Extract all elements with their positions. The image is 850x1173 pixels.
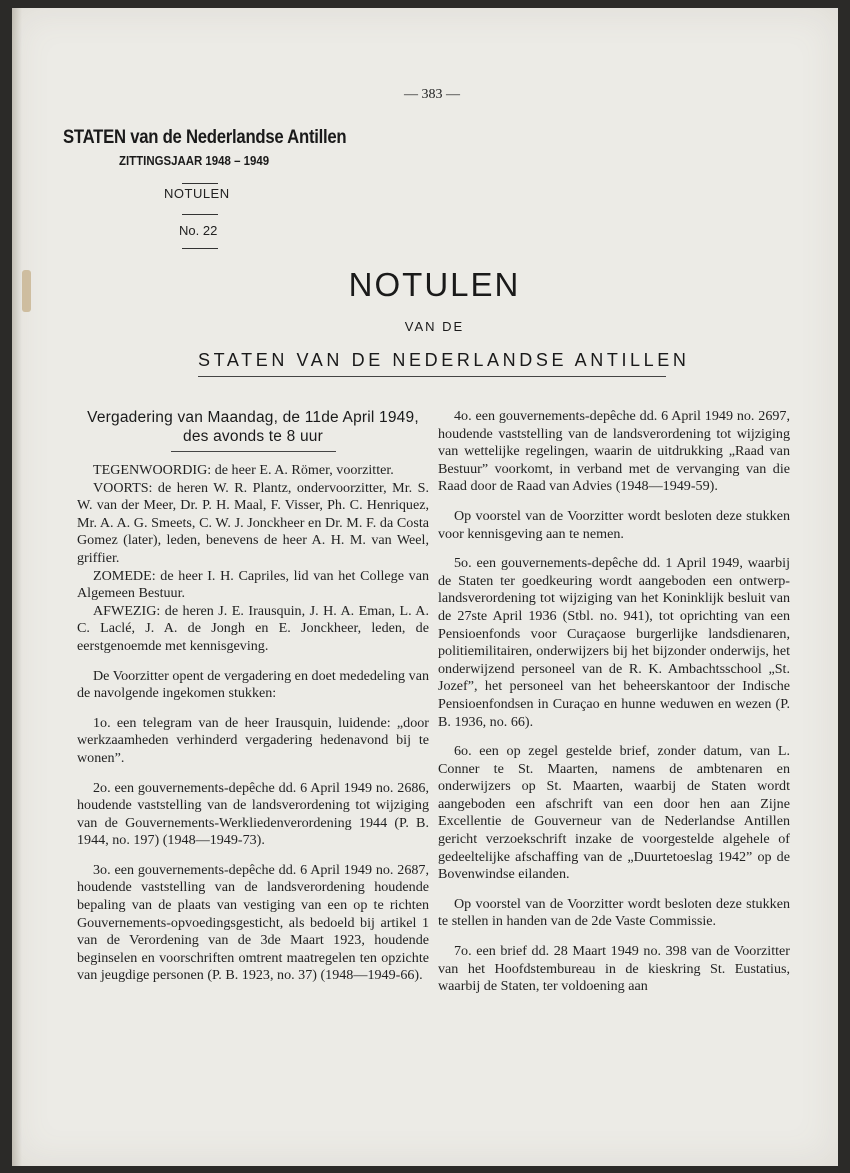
attendance-present: TEGENWOORDIG: de heer E. A. Römer, voorzitter. [93, 462, 394, 478]
list-item: 1o. een telegram van de heer Irausquin, luidende: „door werkzaamheden verhinderd vergadering hedenavond bij te wonen”. [77, 714, 429, 766]
list-item: 6o. een op zegel gestelde brief, zonder datum, van L. Conner te St. Maarten, namens de ambtenaren en onderwijzers op St. Maarten, waarbij de Staten wordt aangeboden een afschrift van een door hen aan Zijne Excellentie de Gouverneur van de Nederlandse Antillen gericht verzoekschrift inzake de voorgestelde algehele of gedeeltelijke afschaffing van de „Duurtetoeslag 1942” op de Bovenwindse eilanden. [438, 743, 790, 883]
title-underline [198, 376, 666, 377]
divider [182, 248, 218, 249]
meeting-heading: Vergadering van Maandag, de 11de April 1949, des avonds te 8 uur [87, 409, 419, 445]
list-item: 2o. een gouvernements-depêche dd. 6 April 1949 no. 2686, houdende vaststelling van de landsverordening tot wijziging van de Gouvernements-Werkliedenverordening 1944 (P. B. 1944, no. 197) (1948—1949-73). [77, 779, 429, 849]
right-column [438, 408, 790, 996]
attendance-also: VOORTS: de heren W. R. Plantz, ondervoorzitter, Mr. S. W. van der Meer, Dr. P. H. Maal, F. Visser, Ph. C. Henriquez, Mr. A. A. G. Smeets, C. W. J. Jonckheer en Dr. M. F. da Costa Gomez (later), leden, benevens de heer A. H. M. van Weel, griffier. [77, 479, 429, 566]
heading-underline [171, 451, 336, 452]
list-item: 3o. een gouvernements-depêche dd. 6 April 1949 no. 2687, houdende vaststelling van de landsverordening houdende bepaling van de plaats van vestiging van een op te richten Gouvernements-opvoedingsgesticht, als bedoeld bij artikel 1 van de Verordening van de 3de Maart 1923, houdende beginselen en voorschriften omtrent maatregelen ten opzichte van jeugdige personen (P. B. 1923, no. 37) (1948—1949-66). [77, 861, 429, 984]
paragraph: Op voorstel van de Voorzitter wordt besloten deze stukken te stellen in handen van de 2de Vaste Commissie. [438, 895, 790, 930]
document-header [63, 127, 385, 168]
paragraph: Op voorstel van de Voorzitter wordt besloten deze stukken voor kennisgeving aan te nemen. [438, 507, 790, 542]
paper-stain [22, 270, 31, 312]
attendance-furthermore: ZOMEDE: de heer I. H. Capriles, lid van het College van Algemeen Bestuur. [77, 567, 429, 602]
issue-number: No. 22 [179, 223, 218, 238]
left-column [77, 408, 429, 985]
session-year: ZITTINGSJAAR 1948 – 1949 [119, 153, 270, 168]
binding-shadow [12, 8, 22, 1166]
list-item: 5o. een gouvernements-depêche dd. 1 April 1949, waarbij de Staten ter goedkeuring wordt aangeboden een ontwerp-landsverordening tot wijziging van het Koninklijk besluit van de 27ste April 1936 (Stbl. no. 941), tot oprichting van een Pensioenfonds voor Curaçaose burgerlijke landsdienaren, politiemilitairen, onderwijzers bij het bijzonder onderwijs, het onderwijzend personeel van de R. K. Ambachtsschool „St. Jozef”, het personeel van het beheerskantoor der Indische Pensioenfondsen in Curaçao en hunne weduwen en wezen (P. B. 1936, no. 66). [438, 555, 790, 730]
main-title: NOTULEN [348, 266, 521, 303]
organization-title: STATEN VAN DE NEDERLANDSE ANTILLEN [198, 350, 690, 370]
document-page [12, 8, 838, 1166]
page-number: — 383 — [404, 87, 460, 102]
divider [182, 214, 218, 215]
attendance-absent: AFWEZIG: de heren J. E. Irausquin, J. H. A. Eman, L. A. C. Laclé, J. A. de Jongh en E. Jonckheer, leden, de eerstgenoemde met kennisgeving. [77, 602, 429, 654]
divider [182, 183, 218, 184]
sub-title: VAN DE [404, 319, 465, 334]
list-item: 7o. een brief dd. 28 Maart 1949 no. 398 van de Voorzitter van het Hoofdstembureau in de kieskring St. Eustatius, waarbij de Staten, ter voldoening aan [438, 943, 790, 995]
doc-type-label: NOTULEN [164, 186, 230, 201]
header-title: STATEN van de Nederlandse Antillen [63, 127, 347, 148]
list-item: 4o. een gouvernements-depêche dd. 6 April 1949 no. 2697, houdende vaststelling van de landsverordening tot wijziging van wettelijke regelingen, waarin de uitdrukking „Raad van Bestuur” voorkomt, in verband met de vervanging van die Raad door de Raad van Advies (1948—1949-59). [438, 408, 790, 495]
paragraph: De Voorzitter opent de vergadering en doet mededeling van de navolgende ingekomen stukken: [77, 667, 429, 702]
